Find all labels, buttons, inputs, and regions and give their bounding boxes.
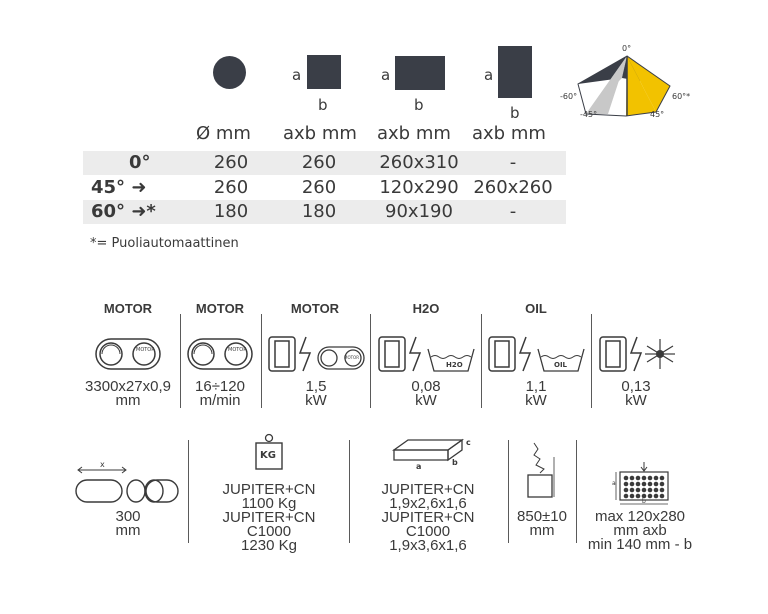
shape-label-a: a [292,66,302,84]
table-cell: 180 [213,201,249,222]
work-height-icon [524,441,558,506]
spec-value: 0,13 kW [621,378,651,409]
spec-title: H2O [412,301,440,316]
angle-label-0: 0° [622,44,632,53]
spec-value: 850±10 mm [517,508,567,539]
angle-diagram [560,42,700,122]
dimensions-icon [390,436,470,477]
icon-label: c [466,438,471,447]
shape-label-b: b [510,104,520,122]
icon-label: x [100,460,105,469]
table-cell: - [509,152,517,173]
divider [188,440,189,543]
table-cell: 260x260 [473,177,553,198]
spec-value: 1,5 kW [305,378,327,409]
angle-label-minus45: -45° [580,110,598,119]
angle-label: 60° ➜* [91,201,156,222]
table-cell: 120x290 [379,177,459,198]
spec-title: OIL [525,301,547,316]
footnote: *= Puoliautomaattinen [90,236,239,251]
icon-label: b [642,498,646,505]
power-motor-icon [266,333,366,380]
spec-value: 1,1 kW [525,378,547,409]
spec-value: JUPITER+CN 1100 Kg JUPITER+CN C1000 1230 Kg [222,481,316,554]
table-cell: 260 [213,152,249,173]
spec-title: MOTOR [195,301,245,316]
oil-pump-icon [486,333,586,380]
spec-value: max 120x280 mm axb min 140 mm - b [587,508,693,553]
divider [481,314,482,408]
square-section-icon [307,55,341,89]
bar-feed-icon [72,460,184,511]
brush-motor-icon [597,333,677,380]
spec-title: MOTOR [103,301,153,316]
angle-label: 45° ➜ [91,177,147,198]
icon-label: a [612,480,616,487]
table-row-60deg [83,200,566,224]
spec-value: 0,08 kW [411,378,441,409]
spec-value: 3300x27x0,9 mm [85,378,171,409]
icon-label: KG [260,450,276,461]
divider [370,314,371,408]
spec-title: MOTOR [290,301,340,316]
icon-label: MOTOR [136,347,155,353]
angle-label-60: 60°* [672,92,691,101]
table-cell: 260 [301,177,337,198]
shape-label-b: b [318,96,328,114]
column-header-axb: axb mm [472,123,546,144]
spec-value: 300 mm [115,508,141,539]
table-cell: 260x310 [379,152,459,173]
round-section-icon [213,56,246,89]
table-cell: 180 [301,201,337,222]
icon-label: MOTOR [228,347,247,353]
coolant-pump-icon [376,333,476,380]
bundle-cutting-icon [612,462,676,511]
table-row-0deg [83,151,566,175]
table-cell: 90x190 [385,201,453,222]
shape-label-a: a [484,66,494,84]
divider [349,440,350,543]
column-header-axb: axb mm [283,123,357,144]
shape-label-a: a [381,66,391,84]
angle-label-minus60: -60° [560,92,578,101]
arrow-right-icon: ➜* [131,201,156,222]
icon-label: MOTOR [344,355,359,360]
icon-label: H2O [446,361,463,369]
arrow-right-icon: ➜ [131,177,147,198]
column-header-axb: axb mm [377,123,451,144]
shape-label-b: b [414,96,424,114]
rectangle-flat-section-icon [395,56,445,90]
angle-label-45: 45° [650,110,665,119]
speed-motor-icon [186,337,254,376]
table-cell: 260 [213,177,249,198]
icon-label: a [416,462,422,471]
table-cell: 260 [301,152,337,173]
icon-label: OIL [554,361,568,369]
weight-icon [254,433,284,476]
table-cell: - [509,201,517,222]
spec-value: JUPITER+CN 1,9x2,6x1,6 JUPITER+CN C1000 1,9x3,6x1,6 [381,481,475,554]
icon-label: b [452,458,458,467]
table-row-45deg [83,176,566,200]
angle-label: 0° [129,152,151,173]
rectangle-upright-section-icon [498,46,532,98]
blade-motor-icon [94,337,162,376]
column-header-diameter: Ø mm [196,123,251,144]
spec-value: 16÷120 m/min [195,378,245,409]
